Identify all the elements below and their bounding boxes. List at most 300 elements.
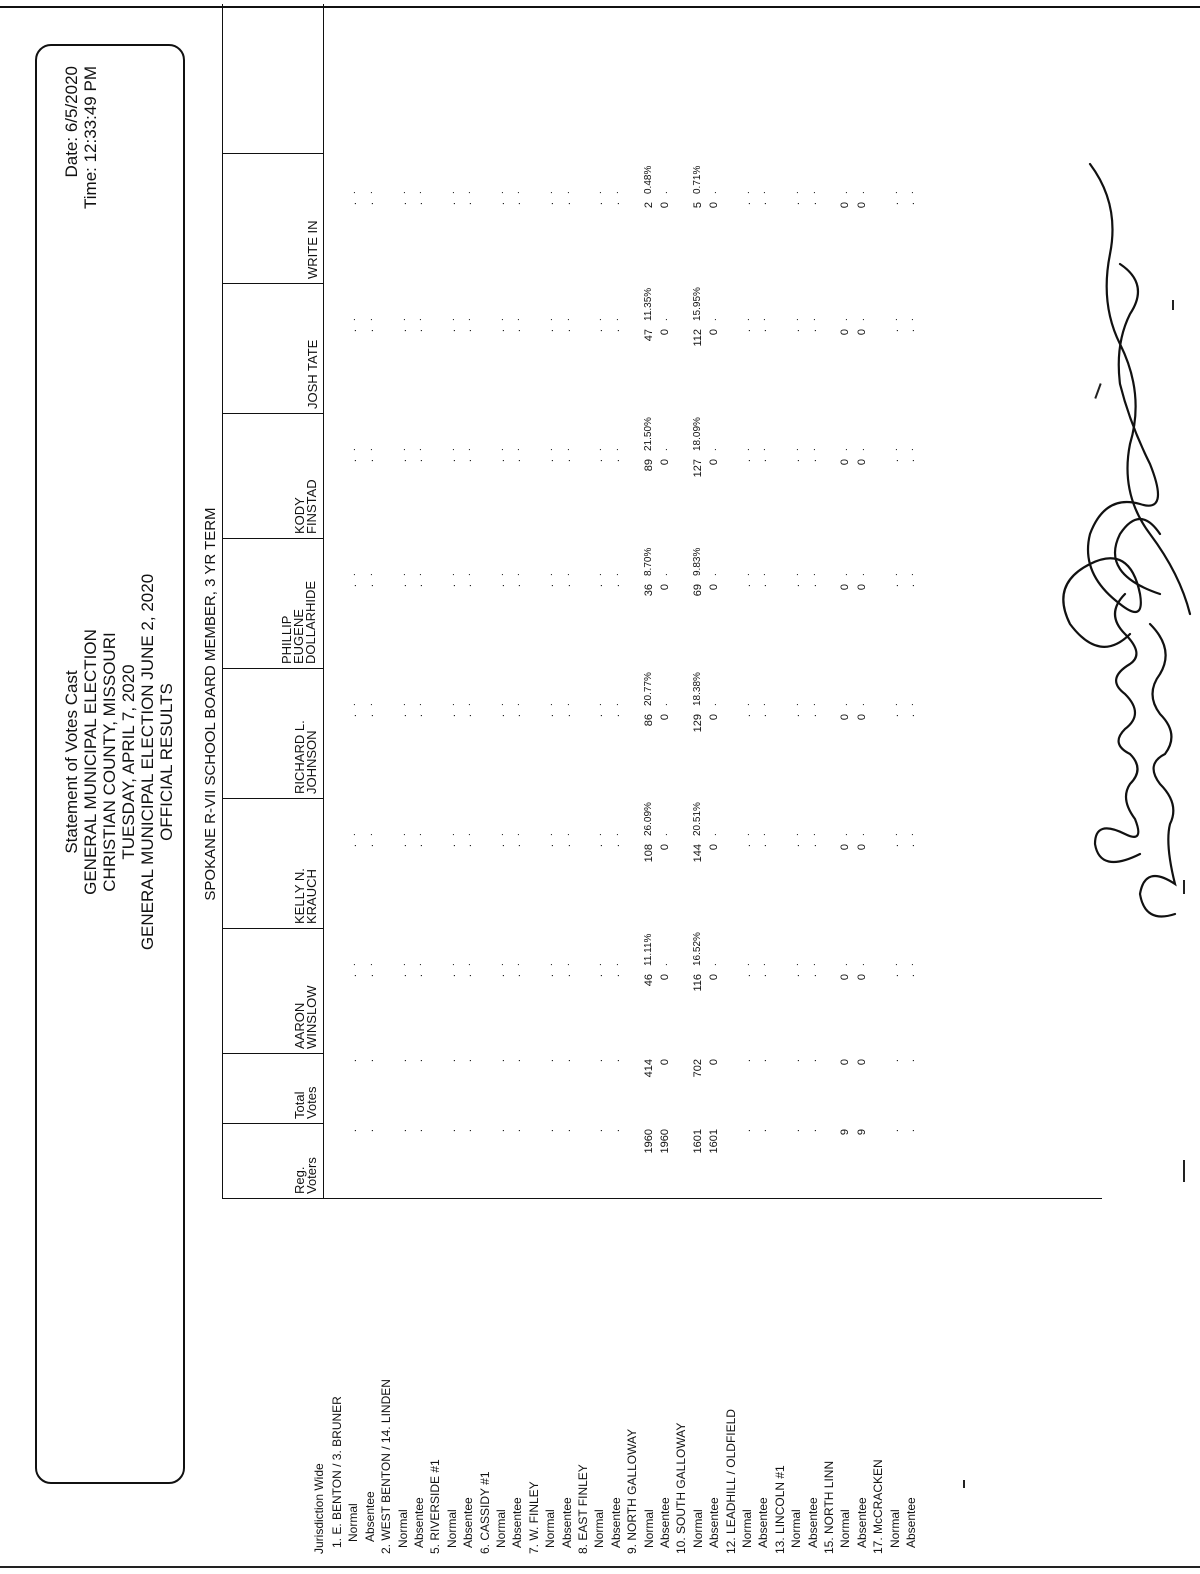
data-cell: .: [757, 329, 770, 333]
data-cell: .: [445, 584, 458, 588]
table-row: [658, 0, 672, 1574]
data-cell: .: [511, 844, 524, 848]
column-rule: [222, 798, 323, 799]
percent-cell: .: [462, 703, 474, 706]
data-cell: .: [396, 974, 409, 978]
data-cell: .: [511, 974, 524, 978]
percent-cell: .: [790, 833, 802, 836]
row-label: Normal: [690, 1509, 705, 1548]
data-cell: .: [495, 844, 507, 848]
table-row: [592, 0, 606, 1574]
percent-cell: .: [888, 833, 900, 836]
percent-cell: .: [757, 833, 769, 836]
data-cell: .: [544, 202, 557, 206]
data-cell: .: [888, 974, 901, 978]
percent-cell: .: [855, 963, 867, 966]
row-label: Absentee: [658, 1497, 672, 1548]
percent-cell: .: [806, 191, 818, 194]
row-label: Absentee: [756, 1497, 771, 1548]
data-cell: 0: [708, 202, 721, 209]
data-cell: .: [396, 202, 409, 206]
table-row: [806, 0, 820, 1574]
table-row: [494, 0, 508, 1574]
header-top-rule: [222, 4, 223, 1199]
data-cell: 0: [659, 329, 671, 336]
percent-cell: .: [609, 963, 621, 966]
data-cell: .: [609, 1059, 622, 1063]
percent-cell: .: [839, 448, 851, 451]
table-row: [609, 0, 623, 1574]
data-cell: .: [495, 459, 507, 463]
data-cell: 702: [691, 1059, 704, 1078]
column-rule: [222, 283, 323, 284]
percent-cell: .: [495, 963, 506, 966]
column-header-line: Total: [292, 1091, 307, 1119]
percent-cell: .: [363, 703, 375, 706]
percent-cell: .: [495, 703, 506, 706]
percent-cell: .: [396, 833, 408, 836]
signatures-image: [1000, 0, 1200, 974]
percent-cell: .: [757, 318, 769, 321]
percent-cell: .: [363, 191, 375, 194]
percent-cell: .: [593, 573, 605, 576]
percent-cell: .: [609, 833, 621, 836]
column-header-line: AARON: [292, 1002, 307, 1049]
jurisdiction-label: 6. CASSIDY #1: [477, 1471, 492, 1554]
percent-cell: .: [855, 448, 867, 451]
data-cell: .: [806, 974, 819, 978]
data-cell: .: [790, 459, 803, 463]
report-date: Date: 6/5/2020: [62, 66, 81, 178]
percent-cell: .: [855, 191, 867, 194]
percent-cell: .: [511, 833, 523, 836]
data-cell: 0: [708, 714, 721, 721]
percent-cell: .: [806, 963, 818, 966]
title-line: CHRISTIAN COUNTY, MISSOURI: [100, 632, 119, 892]
percent-cell: .: [708, 191, 720, 194]
percent-cell: 9.83%: [691, 547, 703, 576]
row-label: Absentee: [362, 1491, 377, 1542]
percent-cell: .: [544, 191, 556, 194]
column-header-line: DOLLARHIDE: [303, 580, 318, 664]
percent-cell: .: [593, 191, 605, 194]
header-bottom-rule: [323, 4, 324, 1199]
row-label: Normal: [494, 1509, 508, 1548]
data-cell: 0: [855, 714, 868, 721]
data-cell: .: [790, 974, 803, 978]
percent-cell: .: [839, 191, 851, 194]
jurisdiction-row: [773, 0, 787, 1574]
data-cell: .: [560, 329, 573, 333]
percent-cell: .: [741, 448, 752, 451]
column-header-line: WINSLOW: [304, 985, 319, 1049]
data-cell: 69: [691, 584, 704, 597]
data-cell: .: [396, 844, 409, 848]
table-row: [412, 0, 426, 1574]
data-cell: .: [593, 1059, 606, 1063]
percent-cell: .: [347, 318, 359, 321]
column-rule: [222, 928, 323, 929]
data-cell: .: [347, 714, 360, 718]
data-cell: .: [905, 844, 917, 848]
percent-cell: .: [413, 833, 424, 836]
data-cell: .: [462, 202, 475, 206]
data-cell: .: [905, 329, 917, 333]
percent-cell: .: [741, 833, 752, 836]
percent-cell: .: [445, 191, 457, 194]
data-cell: .: [905, 584, 917, 588]
data-cell: .: [560, 1059, 573, 1063]
percent-cell: .: [396, 448, 408, 451]
percent-cell: .: [347, 963, 359, 966]
row-label: Normal: [395, 1509, 410, 1548]
jurisdiction-label: 1. E. BENTON / 3. BRUNER: [330, 1396, 344, 1548]
percent-cell: .: [413, 703, 424, 706]
data-cell: 89: [642, 459, 655, 472]
data-cell: .: [413, 714, 425, 718]
jurisdiction-row: [428, 0, 442, 1574]
data-cell: .: [544, 584, 557, 588]
data-cell: .: [806, 1129, 819, 1133]
data-cell: .: [413, 329, 425, 333]
table-row: [691, 0, 705, 1574]
percent-cell: .: [659, 318, 670, 321]
percent-cell: .: [888, 703, 900, 706]
data-cell: .: [363, 844, 376, 848]
percent-cell: .: [396, 318, 408, 321]
column-header-line: Reg.: [292, 1166, 307, 1194]
data-cell: .: [560, 974, 573, 978]
column-rule: [222, 538, 323, 539]
percent-cell: .: [741, 318, 752, 321]
data-cell: .: [495, 714, 507, 718]
percent-cell: 20.51%: [691, 802, 703, 836]
data-cell: .: [413, 974, 425, 978]
column-header-line: KRAUCH: [304, 869, 319, 924]
data-cell: 0: [659, 459, 671, 466]
data-cell: .: [888, 202, 901, 206]
data-cell: .: [347, 329, 360, 333]
data-cell: .: [445, 844, 458, 848]
percent-cell: .: [757, 448, 769, 451]
data-cell: .: [347, 584, 360, 588]
data-cell: .: [445, 1059, 458, 1063]
percent-cell: .: [347, 448, 359, 451]
percent-cell: .: [806, 448, 818, 451]
percent-cell: .: [511, 448, 523, 451]
percent-cell: .: [741, 963, 752, 966]
data-cell: .: [363, 714, 376, 718]
row-label: Normal: [740, 1509, 754, 1548]
data-cell: .: [495, 329, 507, 333]
data-cell: .: [396, 1129, 409, 1133]
data-cell: .: [347, 202, 360, 206]
table-row: [461, 0, 475, 1574]
percent-cell: .: [593, 703, 605, 706]
column-rule: [222, 1123, 323, 1124]
column-header-line: KELLY N.: [292, 868, 307, 924]
report-title-block: [62, 42, 176, 1482]
data-cell: .: [888, 1059, 901, 1063]
data-cell: .: [741, 202, 753, 206]
percent-cell: .: [806, 318, 818, 321]
data-cell: 1601: [708, 1129, 721, 1154]
percent-cell: .: [462, 833, 474, 836]
percent-cell: .: [905, 703, 916, 706]
data-cell: 112: [691, 329, 704, 347]
data-cell: .: [790, 202, 803, 206]
data-cell: .: [806, 459, 819, 463]
percent-cell: .: [560, 963, 572, 966]
table-row: [888, 0, 902, 1574]
percent-cell: .: [855, 703, 867, 706]
table-row: [707, 0, 721, 1574]
data-cell: 1960: [642, 1129, 655, 1154]
data-cell: .: [741, 1059, 753, 1063]
data-cell: .: [905, 1059, 917, 1063]
data-cell: .: [544, 844, 557, 848]
percent-cell: .: [511, 191, 523, 194]
data-cell: 1960: [659, 1129, 671, 1154]
percent-cell: .: [413, 318, 424, 321]
percent-cell: .: [495, 833, 506, 836]
percent-cell: .: [790, 703, 802, 706]
data-cell: .: [593, 584, 606, 588]
data-cell: 46: [642, 974, 655, 987]
data-cell: .: [741, 584, 753, 588]
data-cell: 0: [855, 584, 868, 591]
data-cell: .: [462, 1129, 475, 1133]
percent-cell: .: [396, 573, 408, 576]
data-cell: 129: [691, 714, 704, 733]
data-cell: .: [905, 974, 917, 978]
table-row: [740, 0, 754, 1574]
data-cell: .: [757, 459, 770, 463]
data-cell: 1601: [691, 1129, 704, 1154]
column-rule: [222, 1053, 323, 1054]
data-cell: .: [560, 714, 573, 718]
percent-cell: 11.35%: [642, 287, 654, 321]
row-label: Absentee: [805, 1497, 820, 1548]
jurisdiction-row: [527, 0, 541, 1574]
column-header-line: RICHARD L.: [292, 720, 307, 794]
percent-cell: .: [741, 573, 752, 576]
percent-cell: .: [855, 318, 867, 321]
percent-cell: .: [839, 703, 851, 706]
percent-cell: .: [757, 963, 769, 966]
data-cell: .: [347, 974, 360, 978]
data-cell: .: [363, 459, 376, 463]
jurisdiction-row: [871, 0, 885, 1574]
row-label: Normal: [789, 1509, 804, 1548]
table-row: [396, 0, 410, 1574]
column-header: [294, 985, 318, 1049]
data-cell: 0: [855, 974, 868, 981]
data-cell: .: [544, 974, 557, 978]
percent-cell: .: [544, 448, 556, 451]
data-cell: 0: [708, 584, 721, 591]
data-cell: .: [495, 202, 507, 206]
percent-cell: .: [560, 448, 572, 451]
data-cell: .: [905, 714, 917, 718]
column-header-line: FINSTAD: [304, 479, 319, 534]
column-header: [307, 221, 319, 280]
data-cell: 36: [642, 584, 655, 597]
data-cell: 127: [691, 459, 704, 478]
percent-cell: .: [708, 703, 720, 706]
data-cell: .: [544, 1059, 557, 1063]
title-line: TUESDAY, APRIL 7, 2020: [119, 664, 138, 860]
row-label: Normal: [543, 1509, 558, 1548]
data-cell: 0: [659, 1059, 671, 1066]
table-row: [838, 0, 852, 1574]
percent-cell: .: [839, 963, 851, 966]
data-cell: 0: [839, 459, 852, 466]
data-cell: .: [609, 714, 622, 718]
percent-cell: .: [609, 191, 621, 194]
data-cell: .: [757, 202, 770, 206]
percent-cell: .: [855, 573, 867, 576]
data-cell: .: [757, 844, 770, 848]
percent-cell: .: [560, 573, 572, 576]
percent-cell: .: [462, 573, 474, 576]
percent-cell: .: [839, 833, 851, 836]
percent-cell: .: [413, 963, 424, 966]
row-label: Absentee: [412, 1497, 426, 1548]
percent-cell: .: [708, 833, 720, 836]
percent-cell: 26.09%: [642, 802, 654, 836]
data-cell: .: [741, 1129, 753, 1133]
data-cell: 0: [708, 1059, 721, 1066]
percent-cell: 0.48%: [642, 165, 654, 194]
data-cell: .: [363, 1059, 376, 1063]
percent-cell: .: [544, 963, 556, 966]
data-cell: .: [445, 974, 458, 978]
table-row: [904, 0, 918, 1574]
row-label: Absentee: [707, 1497, 722, 1548]
percent-cell: .: [511, 573, 523, 576]
data-cell: 0: [708, 974, 721, 981]
data-cell: .: [363, 584, 376, 588]
percent-cell: .: [609, 703, 621, 706]
data-cell: .: [511, 1059, 524, 1063]
data-cell: .: [905, 1129, 917, 1133]
data-cell: .: [593, 1129, 606, 1133]
data-cell: .: [888, 1129, 901, 1133]
data-cell: 108: [642, 844, 655, 863]
column-header: [294, 1086, 318, 1119]
percent-cell: 11.11%: [642, 933, 654, 966]
data-cell: .: [462, 329, 475, 333]
jurisdiction-row: [822, 0, 836, 1574]
percent-cell: .: [905, 191, 916, 194]
percent-cell: .: [888, 963, 900, 966]
report-header-box: [35, 44, 185, 1484]
percent-cell: .: [445, 573, 457, 576]
column-header: [294, 868, 318, 924]
data-cell: .: [462, 459, 475, 463]
percent-cell: 16.52%: [691, 932, 703, 966]
row-label: Absentee: [559, 1497, 574, 1548]
jurisdiction-label: 12. LEADHILL / OLDFIELD: [723, 1409, 738, 1554]
data-cell: 9: [839, 1129, 852, 1136]
data-cell: .: [544, 1129, 557, 1133]
data-cell: .: [790, 329, 803, 333]
percent-cell: .: [544, 318, 556, 321]
data-cell: .: [413, 584, 425, 588]
data-cell: 47: [642, 329, 655, 342]
percent-cell: .: [462, 448, 474, 451]
table-row: [789, 0, 803, 1574]
data-cell: 414: [642, 1059, 655, 1078]
column-header: [294, 720, 318, 794]
data-cell: .: [593, 202, 606, 206]
percent-cell: .: [888, 448, 900, 451]
data-cell: .: [593, 329, 606, 333]
data-cell: .: [445, 202, 458, 206]
data-cell: .: [396, 584, 409, 588]
data-cell: .: [511, 459, 524, 463]
jurisdiction-row: [478, 0, 492, 1574]
percent-cell: .: [560, 191, 572, 194]
data-cell: .: [445, 714, 458, 718]
jurisdiction-row: [379, 0, 393, 1574]
percent-cell: .: [659, 833, 670, 836]
percent-cell: .: [659, 191, 670, 194]
data-cell: .: [347, 459, 360, 463]
percent-cell: .: [413, 573, 424, 576]
percent-cell: .: [593, 318, 605, 321]
data-cell: .: [511, 1129, 524, 1133]
data-cell: .: [560, 459, 573, 463]
data-cell: .: [495, 584, 507, 588]
data-cell: .: [593, 844, 606, 848]
data-cell: .: [806, 714, 819, 718]
percent-cell: 18.09%: [691, 417, 703, 451]
table-row: [560, 0, 574, 1574]
percent-cell: .: [413, 448, 424, 451]
percent-cell: 15.95%: [691, 287, 703, 321]
data-cell: .: [413, 844, 425, 848]
percent-cell: .: [593, 963, 605, 966]
data-cell: .: [347, 1059, 360, 1063]
percent-cell: .: [790, 963, 802, 966]
data-cell: .: [757, 714, 770, 718]
percent-cell: .: [806, 703, 818, 706]
percent-cell: .: [905, 963, 916, 966]
data-cell: .: [790, 584, 803, 588]
percent-cell: .: [741, 191, 752, 194]
report-datetime: [62, 66, 100, 209]
data-cell: .: [511, 714, 524, 718]
data-cell: .: [609, 584, 622, 588]
percent-cell: .: [396, 191, 408, 194]
jurisdiction-label: 15. NORTH LINN: [822, 1460, 836, 1554]
data-cell: .: [790, 1129, 803, 1133]
percent-cell: .: [888, 573, 900, 576]
percent-cell: .: [790, 191, 802, 194]
data-cell: .: [609, 974, 622, 978]
percent-cell: .: [511, 318, 523, 321]
data-cell: .: [609, 459, 622, 463]
row-label: Normal: [444, 1509, 459, 1548]
jurisdiction-label: 17. McCRACKEN: [871, 1459, 886, 1554]
percent-cell: .: [544, 833, 556, 836]
percent-cell: .: [708, 318, 720, 321]
data-cell: .: [396, 1059, 409, 1063]
data-cell: .: [544, 459, 557, 463]
data-cell: 0: [659, 974, 671, 981]
